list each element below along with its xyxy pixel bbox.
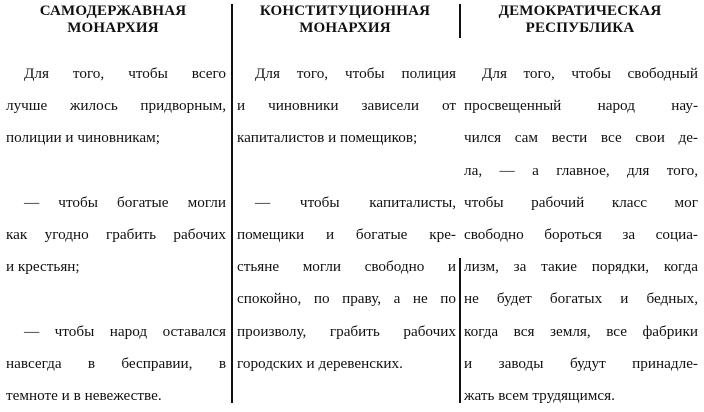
column-body [237,58,456,380]
paragraph-gap [237,155,456,187]
paragraph-line: когда вся земля, все фабрики [464,322,698,340]
paragraph-line: — чтобы богатые могли [24,193,226,211]
paragraph-line: Для того, чтобы всего [24,65,226,82]
paragraph-line: помещики и богатые кре- [237,226,456,244]
header-line: МОНАРХИЯ [299,20,391,36]
column-autocracy [0,0,226,403]
column-header [0,3,226,37]
paragraph-line: спокойно, по праву, а не по [237,290,456,308]
paragraph-line: просвещенный народ нау- [464,97,698,115]
column-divider [459,4,461,38]
paragraph-line: лизм, за такие порядки, когда [464,258,698,276]
paragraph-line: чтобы рабочий класс мог [464,193,698,211]
paragraph-line: чился сам вести все свои де- [464,129,698,147]
paragraph-line: навсегда в бесправии, в [6,354,226,372]
paragraph-line: — чтобы капиталисты, [255,193,456,211]
column-body [6,58,226,412]
header-line: МОНАРХИЯ [67,20,159,36]
paragraph-line: стьяне могли свободно и [237,258,456,276]
column-constitutional-monarchy [234,0,456,403]
paragraph-line: капиталистов и помещиков; [237,129,418,147]
paragraph-line: лучше жилось придворным, [6,97,226,115]
header-line: САМОДЕРЖАВНАЯ [39,3,187,19]
paragraph-line: и чиновники зависели от [237,97,456,115]
paragraph-line: темноте и в невежестве. [6,387,162,405]
column-divider [459,258,461,403]
paragraph-line: свободно бороться за социа- [464,226,698,244]
paragraph-line: городских и деревенских. [237,354,403,372]
paragraph-line: Для того, чтобы полиция [255,65,456,82]
paragraph-line: как угодно грабить рабочих [6,226,226,244]
paragraph-line: жать всем трудящимся. [464,387,615,405]
paragraph-line: и заводы будут принадле- [464,354,698,372]
paragraph-line: не будет богатых и бедных, [464,290,698,308]
column-body [464,58,698,412]
paragraph-gap [6,155,226,187]
column-democratic-republic [462,0,698,403]
paragraph-line: Для того, чтобы свободный [482,65,698,82]
header-line: РЕСПУБЛИКА [525,20,635,36]
header-line: КОНСТИТУЦИОННАЯ [259,3,431,19]
paragraph-line: и крестьян; [6,258,80,276]
column-divider [231,4,233,403]
header-line: ДЕМОКРАТИЧЕСКАЯ [498,3,662,19]
paragraph-line: полиции и чиновникам; [6,129,160,147]
paragraph-line: — чтобы народ оставался [24,322,226,340]
paragraph-line: ла, — а главное, для того, [464,161,698,179]
paragraph-line: произволу, грабить рабочих [237,322,456,340]
paragraph-gap [6,283,226,315]
column-header [462,3,698,37]
column-header [234,3,456,37]
